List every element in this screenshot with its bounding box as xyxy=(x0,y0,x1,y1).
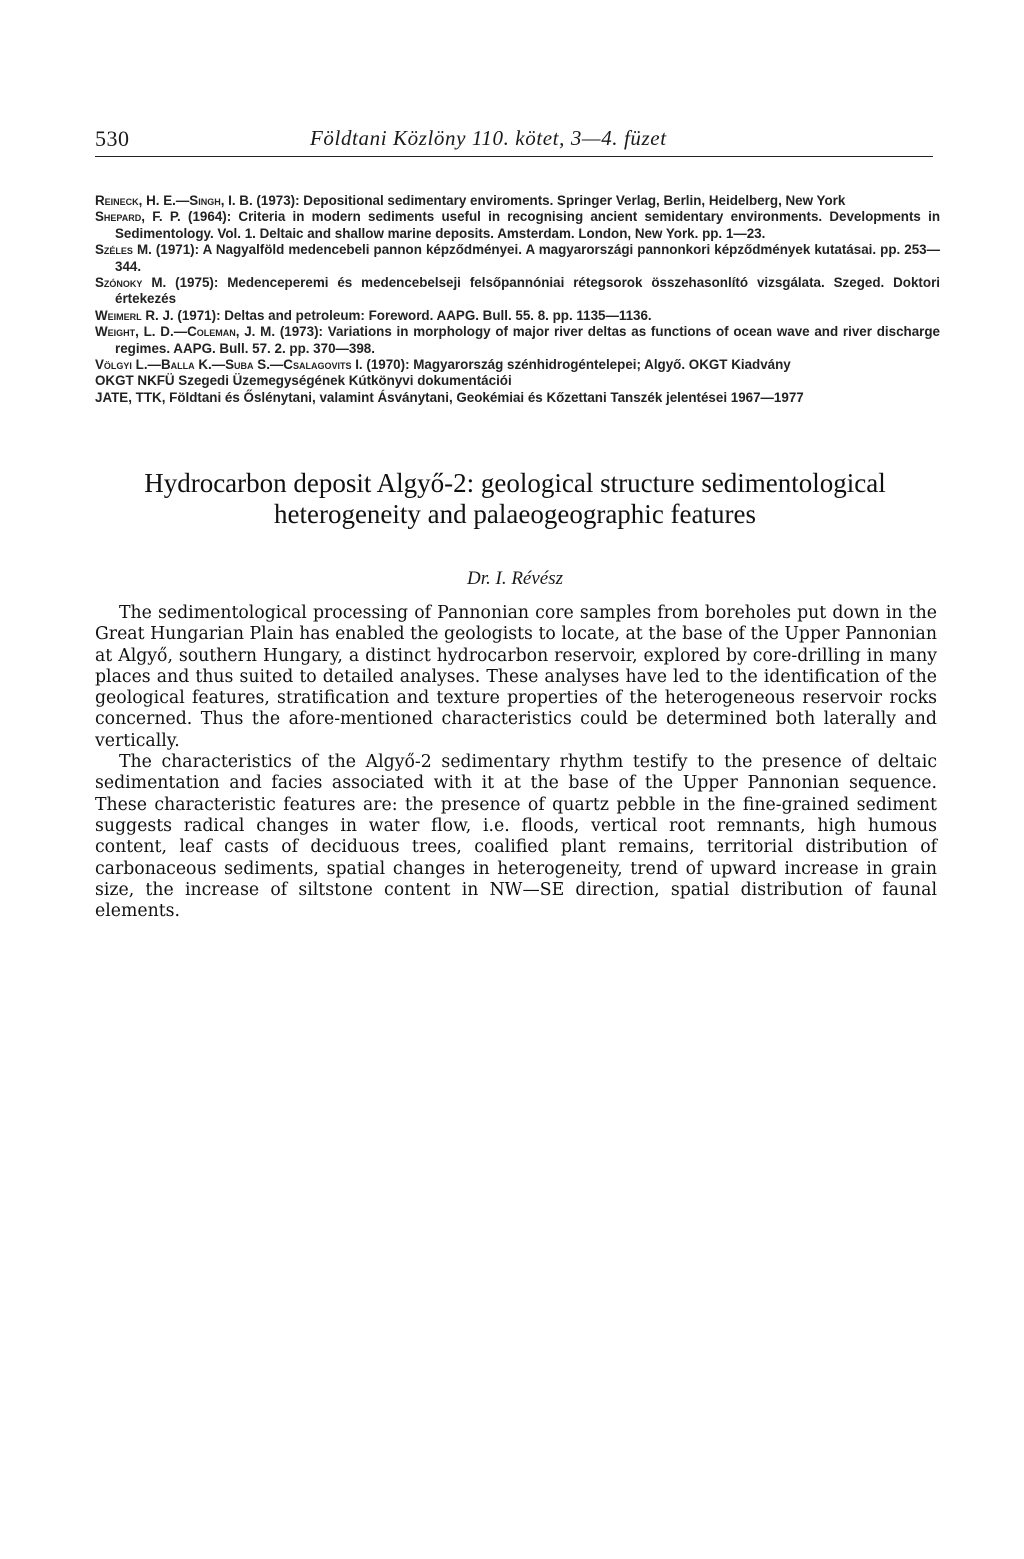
page-number: 530 xyxy=(95,126,130,151)
reference-entry xyxy=(95,373,940,389)
reference-entry xyxy=(95,390,940,406)
reference-list xyxy=(95,193,940,406)
reference-entry xyxy=(95,324,940,357)
reference-author: Weight, L. D.—Coleman, J. M. xyxy=(95,324,276,340)
reference-text: (1971): A Nagyalföld medencebeli pannon képződményei. A magyarországi pannonkori képződmények kutatásai. pp. 253—344. xyxy=(115,242,941,274)
reference-entry xyxy=(95,193,940,209)
running-header xyxy=(95,126,933,157)
reference-author: Reineck, H. E.—Singh, I. B. xyxy=(95,193,253,208)
reference-author: Völgyi L.—Balla K.—Suba S.—Csalagovits I. xyxy=(95,357,363,373)
reference-author: Weimerl R. J. xyxy=(95,307,174,323)
reference-entry xyxy=(95,308,940,324)
reference-text: OKGT NKFÜ Szegedi Üzemegységének Kútkönyvi dokumentációi xyxy=(95,373,512,389)
abstract-paragraph: The sedimentological processing of Pannonian core samples from boreholes put down in the Great Hungarian Plain has enabled the geologists to locate, at the base of the Upper Pannonian at Algyő, southern Hungary, a distinct hydrocarbon reservoir, explored by core-drilling in many places and thus suited to detailed analyses. These analyses have led to the identification of the geological features, stratification and texture properties of the heterogeneous reservoir rocks concerned. Thus the afore-mentioned characteristics could be determined both laterally and vertically. xyxy=(95,603,937,751)
reference-author: Shepard, F. P. xyxy=(95,209,181,225)
reference-entry xyxy=(95,209,940,242)
reference-text: (1971): Deltas and petroleum: Foreword. AAPG. Bull. 55. 8. pp. 1135—1136. xyxy=(173,307,652,323)
reference-entry xyxy=(95,275,940,308)
reference-text: JATE, TTK, Földtani és Őslénytani, valamint Ásványtani, Geokémiai és Kőzettani Tanszék jelentései 1967—1977 xyxy=(95,389,804,405)
article-title: Hydrocarbon deposit Algyő-2: geological structure sedimentological heterogeneity and palaeogeographic features xyxy=(144,468,886,529)
reference-text: (1964): Criteria in modern sediments useful in recognising ancient semidentary environments. Developments in Sedimentology. Vol. 1. Deltaic and shallow marine deposits. Amsterdam. London, New York. pp. 1—23. xyxy=(115,209,940,241)
reference-text: (1973): Variations in morphology of major river deltas as functions of ocean wave and river discharge regimes. AAPG. Bull. 57. 2. pp. 370—398. xyxy=(115,324,940,356)
reference-entry xyxy=(95,357,940,373)
reference-text: (1975): Medenceperemi és medencebelseji felsőpannóniai rétegsorok összehasonlító vizsgálata. Szeged. Doktori értekezés xyxy=(115,275,941,307)
journal-title: Földtani Közlöny 110. kötet, 3—4. füzet xyxy=(310,126,667,150)
reference-text: (1973): Depositional sedimentary enviroments. Springer Verlag, Berlin, Heidelberg, New York xyxy=(252,193,846,208)
reference-entry xyxy=(95,242,940,275)
reference-author: Széles M. xyxy=(95,242,152,258)
reference-author: Szónoky M. xyxy=(95,275,167,291)
article-author: Dr. I. Révész xyxy=(466,568,564,589)
abstract-paragraph: The characteristics of the Algyő-2 sedimentary rhythm testify to the presence of deltaic sedimentation and facies associated with it at the base of the Upper Pannonian sequence. These characteristic features are: the presence of quartz pebble in the fine-grained sediment suggests radical changes in water flow, i.e. floods, vertical root remnants, high humous content, leaf casts of deciduous trees, coalified plant remains, territorial distribution of carbonaceous sediments, spatial changes in heterogeneity, trend of upward increase in grain size, the increase of siltstone content in NW—SE direction, spatial distribution of faunal elements. xyxy=(95,752,937,922)
article-abstract xyxy=(95,603,937,922)
reference-text: (1970): Magyarország szénhidrogéntelepei; Algyő. OKGT Kiadvány xyxy=(362,357,791,373)
